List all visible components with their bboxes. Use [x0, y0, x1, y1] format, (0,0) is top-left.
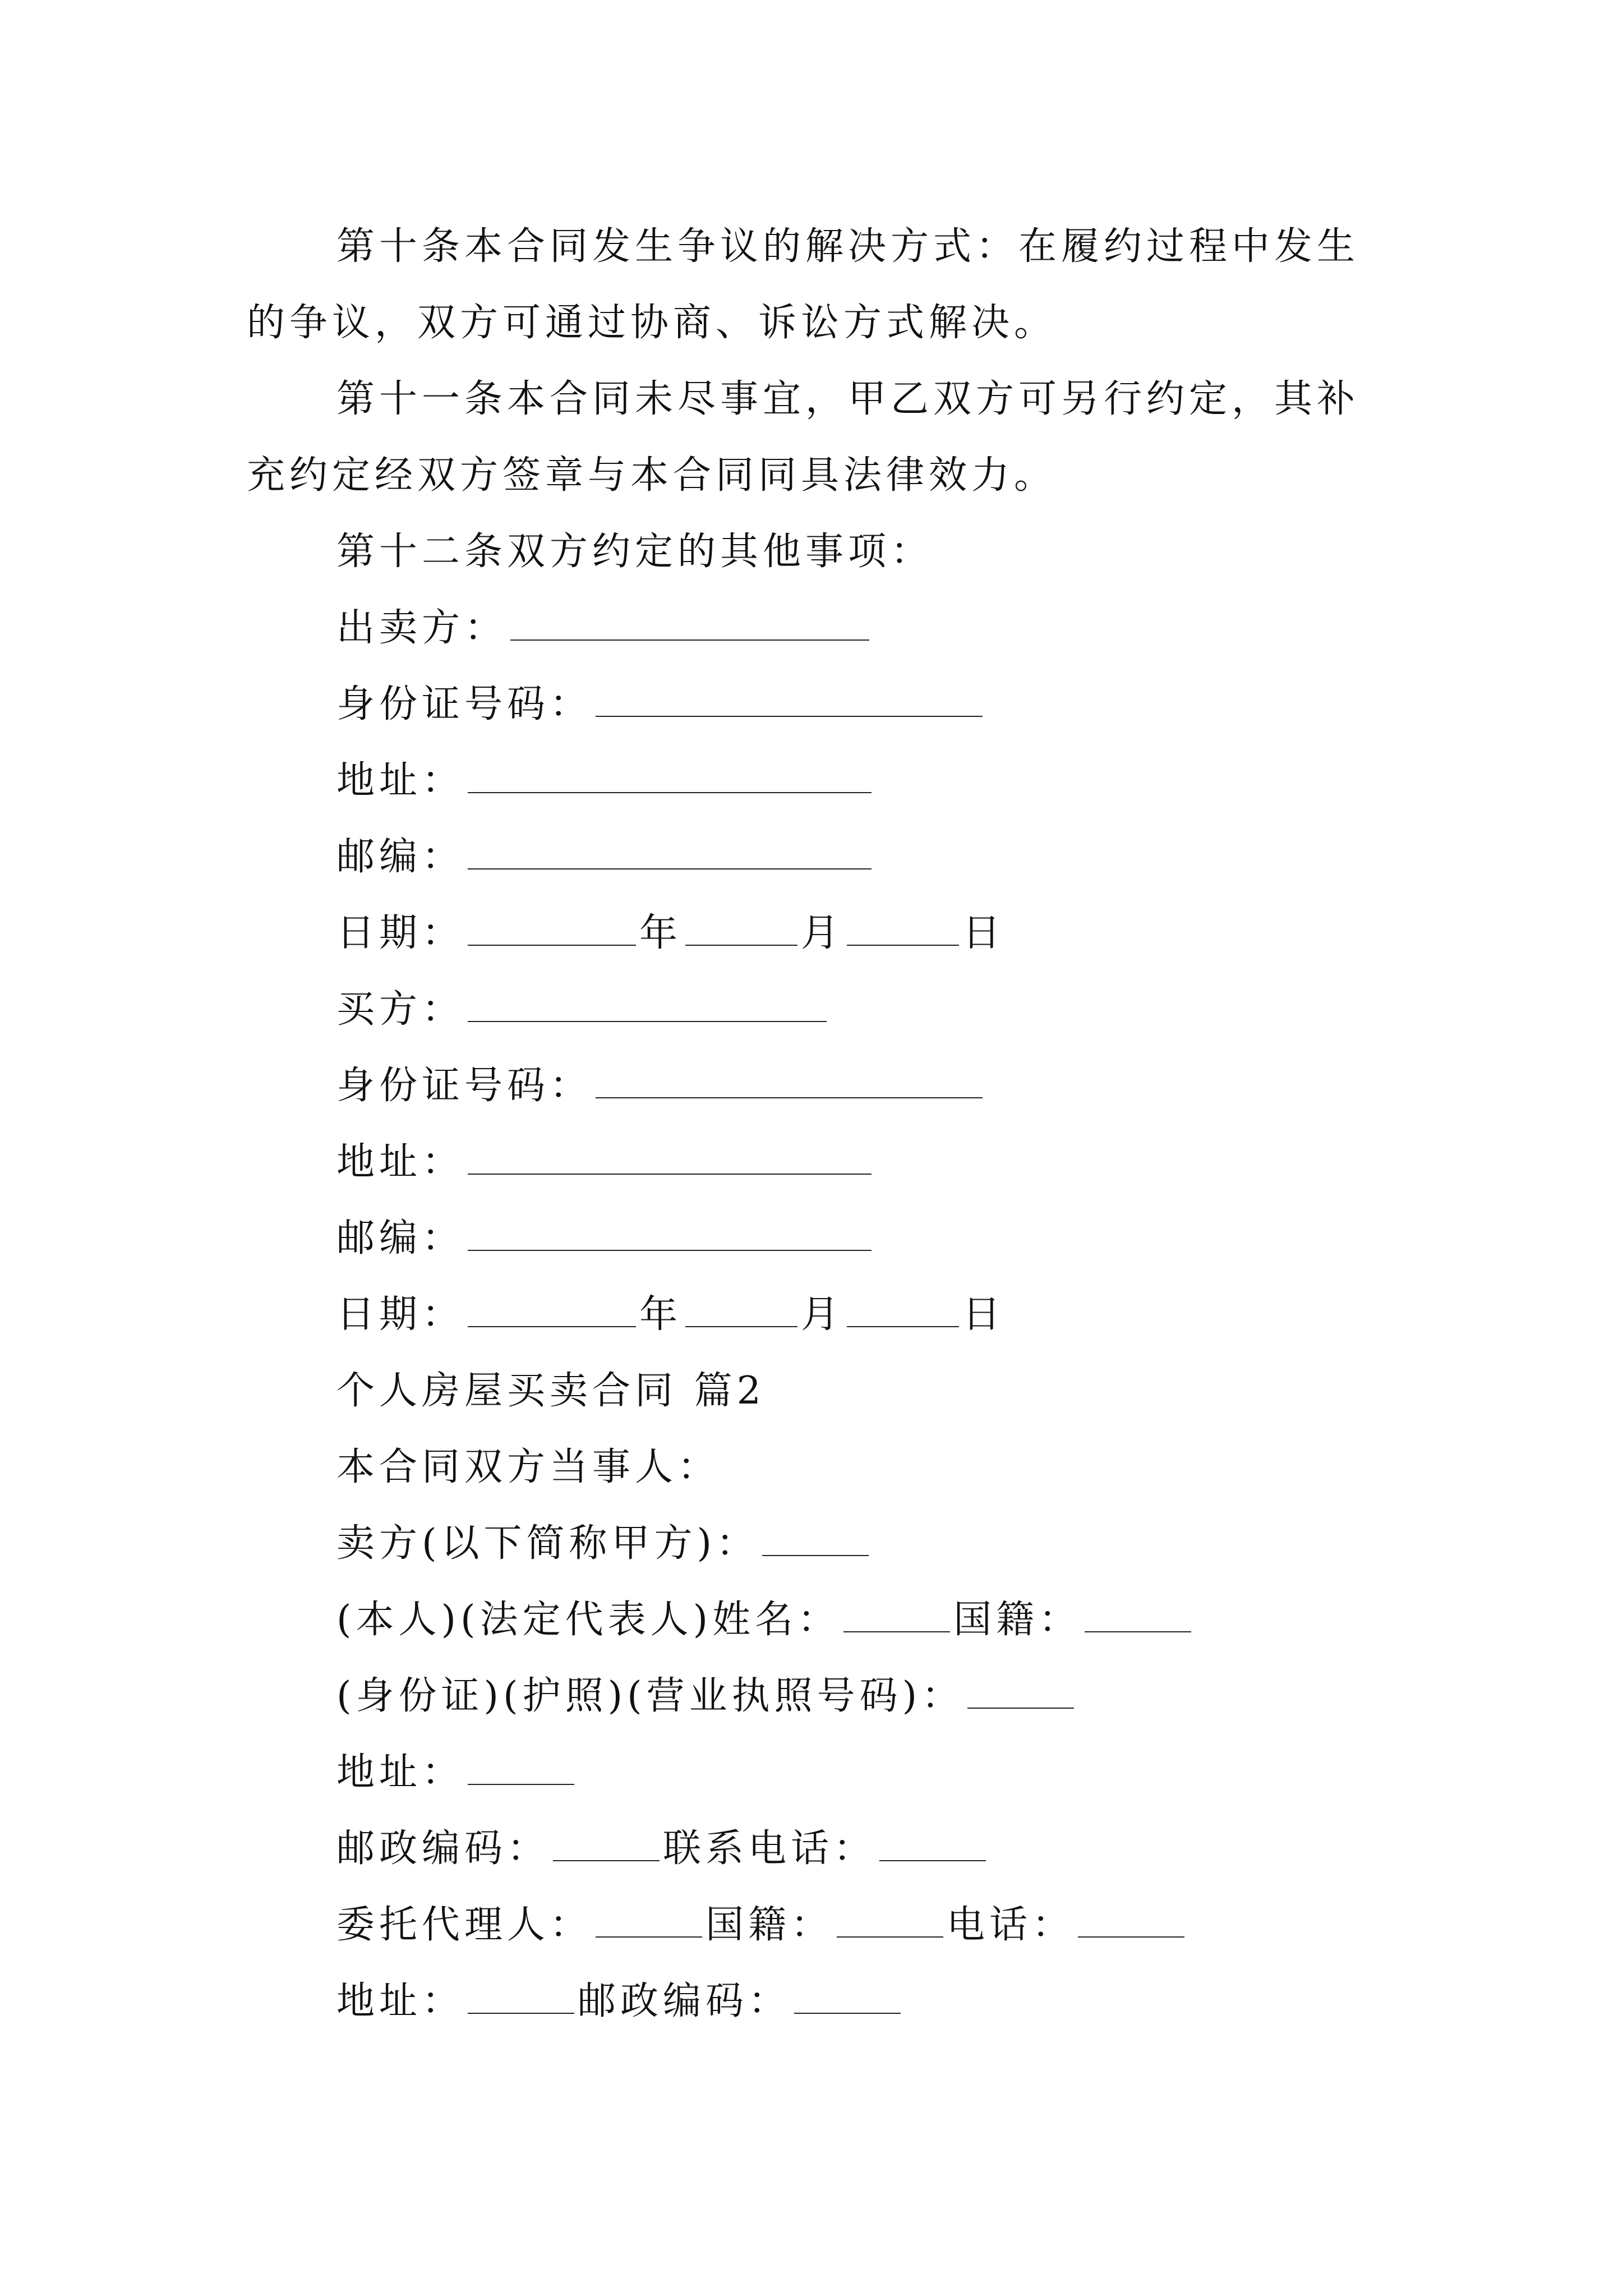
seller-year-blank[interactable]	[468, 912, 636, 946]
agent-line	[336, 1887, 1391, 1963]
buyer-address-line	[336, 1124, 1391, 1200]
seller-id-label: 身份证号码：	[336, 682, 593, 726]
clause-11: 第十一条本合同未尽事宜，甲乙双方可另行约定，其补充约定经双方签章与本合同同具法律效力。	[247, 377, 1360, 498]
address-line	[336, 1734, 1391, 1811]
buyer-address-blank[interactable]	[468, 1141, 872, 1175]
address-label: 地址：	[336, 1750, 465, 1795]
buyer-address-label: 地址：	[336, 1140, 465, 1184]
buyer-name-blank[interactable]	[468, 988, 827, 1022]
buyer-month-blank[interactable]	[685, 1294, 797, 1327]
postcode-blank[interactable]	[553, 1828, 660, 1861]
section2-title	[336, 1353, 1391, 1429]
seller-address-blank[interactable]	[468, 760, 872, 793]
party-a-line	[336, 1506, 1391, 1582]
rep-name-label: (本人)(法定代表人)姓名：	[336, 1598, 841, 1642]
agent-nationality-blank[interactable]	[837, 1904, 943, 1938]
agent-blank[interactable]	[596, 1904, 702, 1938]
id-number-line	[336, 1658, 1391, 1734]
agent-address-blank[interactable]	[468, 1980, 574, 2014]
buyer-day-label: 日	[962, 1292, 1006, 1337]
buyer-postcode-line	[336, 1200, 1391, 1277]
seller-id-blank[interactable]	[596, 683, 983, 717]
clause-10: 第十条本合同发生争议的解决方式：在履约过程中发生的争议，双方可通过协商、诉讼方式解决。	[247, 224, 1360, 345]
postcode-label: 邮政编码：	[336, 1826, 550, 1871]
seller-address-label: 地址：	[336, 758, 465, 803]
seller-address-line	[336, 743, 1391, 819]
seller-postcode-label: 邮编：	[336, 835, 465, 879]
agent-postcode-label: 邮政编码：	[578, 1979, 791, 2023]
document-body	[247, 209, 1391, 2040]
seller-month-blank[interactable]	[685, 912, 797, 946]
agent-phone-label: 电话：	[947, 1903, 1075, 1947]
buyer-year-label: 年	[639, 1292, 683, 1337]
phone-blank[interactable]	[879, 1828, 986, 1861]
seller-year-label: 年	[639, 911, 683, 955]
buyer-postcode-label: 邮编：	[336, 1216, 465, 1260]
buyer-day-blank[interactable]	[847, 1294, 959, 1327]
buyer-postcode-blank[interactable]	[468, 1217, 872, 1251]
buyer-id-line	[336, 1048, 1391, 1124]
nationality-label: 国籍：	[953, 1598, 1082, 1642]
seller-postcode-blank[interactable]	[468, 836, 872, 869]
party-a-label: 卖方(以下简称甲方)：	[336, 1521, 759, 1566]
section2-title-text: 个人房屋买卖合同 篇2	[336, 1369, 766, 1413]
seller-name-label: 出卖方：	[336, 606, 508, 650]
seller-name-blank[interactable]	[510, 607, 869, 641]
agent-label: 委托代理人：	[336, 1903, 593, 1947]
agent-postcode-blank[interactable]	[794, 1980, 901, 2014]
id-number-label: (身份证)(护照)(营业执照号码)：	[336, 1674, 965, 1718]
seller-date-line	[336, 895, 1391, 972]
parties-intro-line	[336, 1429, 1391, 1506]
parties-intro-text: 本合同双方当事人：	[336, 1445, 721, 1489]
address-blank[interactable]	[468, 1751, 574, 1785]
clause-12: 第十二条双方约定的其他事项：	[336, 530, 934, 574]
agent-nationality-label: 国籍：	[706, 1903, 834, 1947]
seller-month-label: 月	[801, 911, 844, 955]
party-a-blank[interactable]	[762, 1522, 869, 1556]
seller-day-blank[interactable]	[847, 912, 959, 946]
buyer-name-line	[336, 972, 1391, 1048]
buyer-id-label: 身份证号码：	[336, 1064, 593, 1108]
buyer-date-line	[336, 1277, 1391, 1353]
agent-address-line	[336, 1963, 1391, 2040]
agent-phone-blank[interactable]	[1078, 1904, 1184, 1938]
rep-name-line	[336, 1582, 1391, 1658]
rep-name-blank[interactable]	[843, 1599, 950, 1632]
seller-name-line	[336, 590, 1391, 666]
id-number-blank[interactable]	[967, 1675, 1074, 1709]
buyer-date-label: 日期：	[336, 1292, 465, 1337]
seller-day-label: 日	[962, 911, 1006, 955]
agent-address-label: 地址：	[336, 1979, 465, 2023]
seller-postcode-line	[336, 819, 1391, 895]
seller-id-line	[336, 666, 1391, 743]
buyer-month-label: 月	[801, 1292, 844, 1337]
postcode-phone-line	[336, 1811, 1391, 1887]
nationality-blank[interactable]	[1085, 1599, 1191, 1632]
buyer-name-label: 买方：	[336, 987, 465, 1032]
phone-label: 联系电话：	[663, 1826, 877, 1871]
seller-date-label: 日期：	[336, 911, 465, 955]
buyer-year-blank[interactable]	[468, 1294, 636, 1327]
buyer-id-blank[interactable]	[596, 1065, 983, 1098]
